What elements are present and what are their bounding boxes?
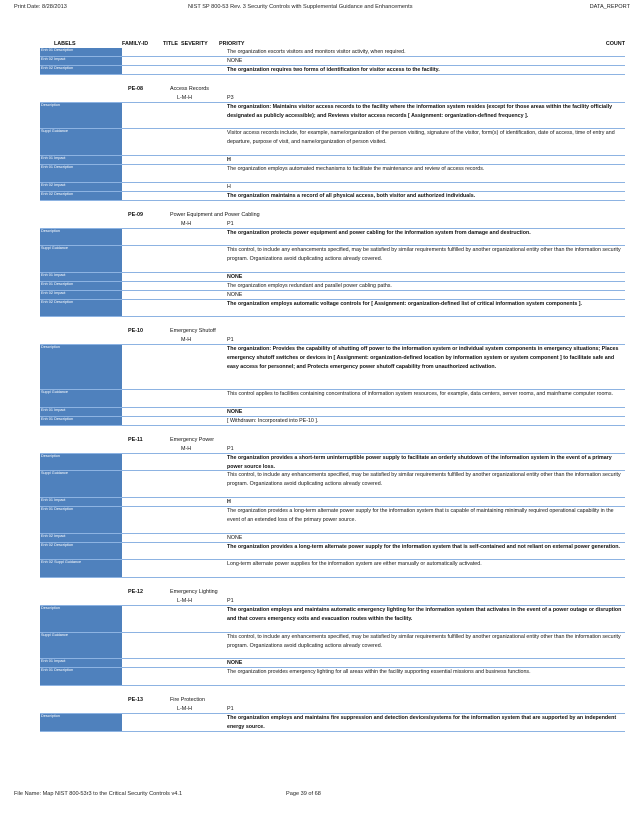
- table-row: [40, 417, 625, 426]
- column-header: [40, 40, 625, 48]
- row-value: H: [227, 157, 231, 164]
- control-id: PE-10: [128, 328, 143, 335]
- table-row: [40, 165, 625, 183]
- row-divider: [40, 74, 625, 75]
- control-title: Power Equipment and Power Cabling: [170, 211, 260, 218]
- row-value: NONE: [227, 57, 243, 64]
- row-label: Description: [40, 229, 122, 247]
- control-id: PE-11: [128, 436, 143, 443]
- table-row: [40, 560, 625, 578]
- row-value: This control, to include any enhancements specified, may be satisfied by similar requirements fulfilled by another organizational entity other than the information security program. Organizations avoid duplicating actions already covered.: [227, 472, 621, 488]
- row-label: Enh 02 Description: [40, 66, 122, 75]
- row-label: Suppl Guidance: [40, 246, 122, 273]
- control-title: Access Records: [170, 85, 209, 92]
- col-family-id: FAMILY-ID: [122, 41, 149, 47]
- row-label: Description: [40, 714, 122, 732]
- row-value: NONE: [227, 291, 243, 298]
- col-priority: PRIORITY: [219, 41, 245, 47]
- row-label: Suppl Guidance: [40, 633, 122, 660]
- table-row: [40, 57, 625, 66]
- row-value: This control, to include any enhancements specified, may be satisfied by similar requirements fulfilled by another organizational entity other than the information security program. Organizations avoid duplicating actions already covered.: [227, 633, 621, 649]
- row-value: This control, to include any enhancements specified, may be satisfied by similar requirements fulfilled by another organizational entity other than the information security program. Organizations avoid duplicating actions already covered.: [227, 247, 621, 263]
- table-row: [40, 300, 625, 318]
- col-title: TITLE: [163, 41, 178, 47]
- section-gap: [40, 317, 625, 327]
- row-label: Enh 01 Description: [40, 507, 122, 534]
- row-label: Enh 01 Description: [40, 282, 122, 291]
- severity-row: [40, 220, 625, 229]
- control-header: [40, 436, 625, 445]
- control-priority: P1: [227, 220, 234, 227]
- row-label: Enh 01 Impact: [40, 156, 122, 165]
- control-priority: P1: [227, 598, 234, 605]
- table-row: [40, 534, 625, 543]
- row-value: The organization provides a long-term alternate power supply for the information system that is self-contained and not reliant on external power generation.: [227, 543, 620, 550]
- control-severity: L-M-H: [177, 598, 192, 605]
- control-title: Emergency Lighting: [170, 589, 218, 596]
- row-value: NONE: [227, 660, 243, 667]
- report-title: NIST SP 800-53 Rev. 3 Security Controls with Supplemental Guidance and Enhancements: [188, 4, 413, 10]
- row-label: Enh 02 Impact: [40, 57, 122, 66]
- row-value: The organization requires two forms of identification for visitor access to the facility.: [227, 66, 440, 73]
- row-value: H: [227, 499, 231, 506]
- table-row: [40, 129, 625, 156]
- row-value: The organization: Maintains visitor access records to the facility where the information system resides (except for those areas within the facility officially designated as publicly accessible); and Reviews visitor access records [ Assignment: organization-defined frequency ].: [227, 103, 613, 119]
- control-severity: L-M-H: [177, 706, 192, 713]
- row-value: NONE: [227, 408, 243, 415]
- row-value: Long-term alternate power supplies for the information system are either manually or automatically activated.: [227, 561, 482, 568]
- row-value: H: [227, 183, 231, 190]
- section-gap: [40, 578, 625, 588]
- table-row: [40, 273, 625, 282]
- table-row: [40, 454, 625, 472]
- control-title: Fire Protection: [170, 697, 206, 704]
- table-row: [40, 633, 625, 660]
- table-row: [40, 543, 625, 561]
- control-id: PE-12: [128, 589, 143, 596]
- table-row: [40, 606, 625, 633]
- section-gap: [40, 426, 625, 436]
- row-label: Enh 01 Impact: [40, 273, 122, 282]
- row-label: Enh 01 Impact: [40, 659, 122, 668]
- page-number: Page 39 of 68: [286, 791, 321, 797]
- row-label: Description: [40, 345, 122, 390]
- row-divider: [40, 577, 625, 578]
- severity-row: [40, 336, 625, 345]
- row-value: The organization provides a long-term alternate power supply for the information system that is capable of maintaining minimally required operational capability in the event of an extended loss of the primary power source.: [227, 507, 614, 523]
- control-severity: M-H: [181, 337, 192, 344]
- row-label: Enh 01 Description: [40, 48, 122, 57]
- table-row: [40, 507, 625, 534]
- control-header: [40, 588, 625, 597]
- col-severity: SEVERITY: [181, 41, 208, 47]
- table-row: [40, 668, 625, 686]
- table-row: [40, 103, 625, 130]
- row-label: Suppl Guidance: [40, 471, 122, 498]
- table-row: [40, 471, 625, 498]
- table-row: [40, 48, 625, 57]
- col-count: COUNT: [605, 41, 625, 47]
- row-divider: [40, 425, 625, 426]
- row-value: The organization escorts visitors and monitors visitor activity, when required.: [227, 49, 406, 55]
- row-label: Enh 01 Description: [40, 165, 122, 183]
- row-value: Visitor access records include, for example, name/organization of the person visiting, signature of the visitor, form(s) of identification, date of access, time of entry and departure, purpose of visit, and name/organization of person visited.: [227, 130, 615, 146]
- report-type: DATA_REPORT: [589, 4, 630, 10]
- control-header: [40, 85, 625, 94]
- row-label: Suppl Guidance: [40, 129, 122, 156]
- row-label: Enh 02 Suppl Guidance: [40, 560, 122, 578]
- row-label: Enh 02 Impact: [40, 534, 122, 543]
- section-gap: [40, 686, 625, 696]
- table-row: [40, 246, 625, 273]
- row-label: Enh 01 Impact: [40, 408, 122, 417]
- control-id: PE-13: [128, 697, 143, 704]
- table-row: [40, 498, 625, 507]
- row-value: NONE: [227, 274, 243, 280]
- control-id: PE-08: [128, 85, 143, 92]
- control-priority: P1: [227, 337, 234, 344]
- table-row: [40, 345, 625, 390]
- control-id: PE-09: [128, 211, 143, 218]
- print-date: Print Date: 8/28/2013: [14, 4, 67, 10]
- col-labels: LABELS: [54, 41, 76, 47]
- table-row: [40, 282, 625, 291]
- section-gap: [40, 201, 625, 211]
- section-gap: [40, 75, 625, 85]
- row-label: Enh 02 Description: [40, 543, 122, 561]
- row-value: The organization employs and maintains fire suppression and detection devices/systems for the information system that are supported by an independent energy source.: [227, 715, 617, 731]
- table-row: [40, 183, 625, 192]
- row-label: Enh 01 Description: [40, 417, 122, 426]
- table-row: [40, 291, 625, 300]
- control-header: [40, 327, 625, 336]
- control-severity: L-M-H: [177, 94, 192, 101]
- control-title: Emergency Shutoff: [170, 328, 216, 335]
- row-label: Enh 02 Impact: [40, 183, 122, 192]
- row-value: The organization employs automatic voltage controls for [ Assignment: organization-defined list of critical information system components ].: [227, 300, 583, 307]
- row-divider: [40, 316, 625, 317]
- table-row: [40, 390, 625, 408]
- control-table: [40, 48, 625, 732]
- row-value: The organization protects power equipment and power cabling for the information system from damage and destruction.: [227, 229, 531, 236]
- table-row: [40, 66, 625, 75]
- severity-row: [40, 94, 625, 103]
- row-label: Enh 01 Impact: [40, 498, 122, 507]
- table-row: [40, 156, 625, 165]
- control-header: [40, 211, 625, 220]
- row-value: [ Withdrawn: Incorporated into PE-10 ].: [227, 417, 319, 424]
- row-divider: [40, 200, 625, 201]
- table-row: [40, 659, 625, 668]
- row-divider: [40, 685, 625, 686]
- control-header: [40, 696, 625, 705]
- row-label: Enh 02 Impact: [40, 291, 122, 300]
- row-label: Enh 02 Description: [40, 300, 122, 318]
- row-value: The organization employs and maintains automatic emergency lighting for the information system that activates in the event of a power outage or disruption and that covers emergency exits and evacuation routes within the facility.: [227, 607, 622, 623]
- row-value: The organization maintains a record of all physical access, both visitor and authorized individuals.: [227, 192, 476, 199]
- control-severity: M-H: [181, 220, 192, 227]
- row-label: Enh 01 Description: [40, 668, 122, 686]
- control-priority: P3: [227, 94, 234, 101]
- row-label: Suppl Guidance: [40, 390, 122, 408]
- row-label: Enh 02 Description: [40, 192, 122, 201]
- table-row: [40, 408, 625, 417]
- row-divider: [40, 731, 625, 732]
- row-label: Description: [40, 103, 122, 130]
- control-priority: P1: [227, 706, 234, 713]
- table-row: [40, 192, 625, 201]
- row-value: This control applies to facilities containing concentrations of information system resources, for example, data centers, server rooms, and mainframe computer rooms.: [227, 390, 613, 397]
- row-value: NONE: [227, 534, 243, 541]
- table-row: [40, 714, 625, 732]
- row-value: The organization employs automated mechanisms to facilitate the maintenance and review of access records.: [227, 165, 485, 172]
- file-name: File Name: Map NIST 800-53r3 to the Critical Security Controls v4.1: [14, 791, 183, 797]
- row-value: The organization employs redundant and parallel power cabling paths.: [227, 282, 392, 289]
- control-severity: M-H: [181, 445, 192, 452]
- row-value: The organization provides emergency lighting for all areas within the facility supporting essential missions and business functions.: [227, 669, 531, 676]
- severity-row: [40, 705, 625, 714]
- control-title: Emergency Power: [170, 436, 215, 443]
- row-label: Description: [40, 606, 122, 633]
- control-priority: P1: [227, 445, 234, 452]
- severity-row: [40, 445, 625, 454]
- row-value: The organization: Provides the capability of shutting off power to the information system or individual system components in emergency situations; Places emergency shutoff switches or devices in [ Assignment: organization-defined location by information system or system component ] to facilitate safe and easy access for personnel; and Protects emergency power shutoff capability from unauthorized activation.: [227, 346, 619, 371]
- table-row: [40, 229, 625, 247]
- row-value: The organization provides a short-term uninterruptible power supply to facilitate an orderly shutdown of the information system in the event of a primary power source loss.: [227, 454, 612, 470]
- severity-row: [40, 597, 625, 606]
- row-label: Description: [40, 454, 122, 472]
